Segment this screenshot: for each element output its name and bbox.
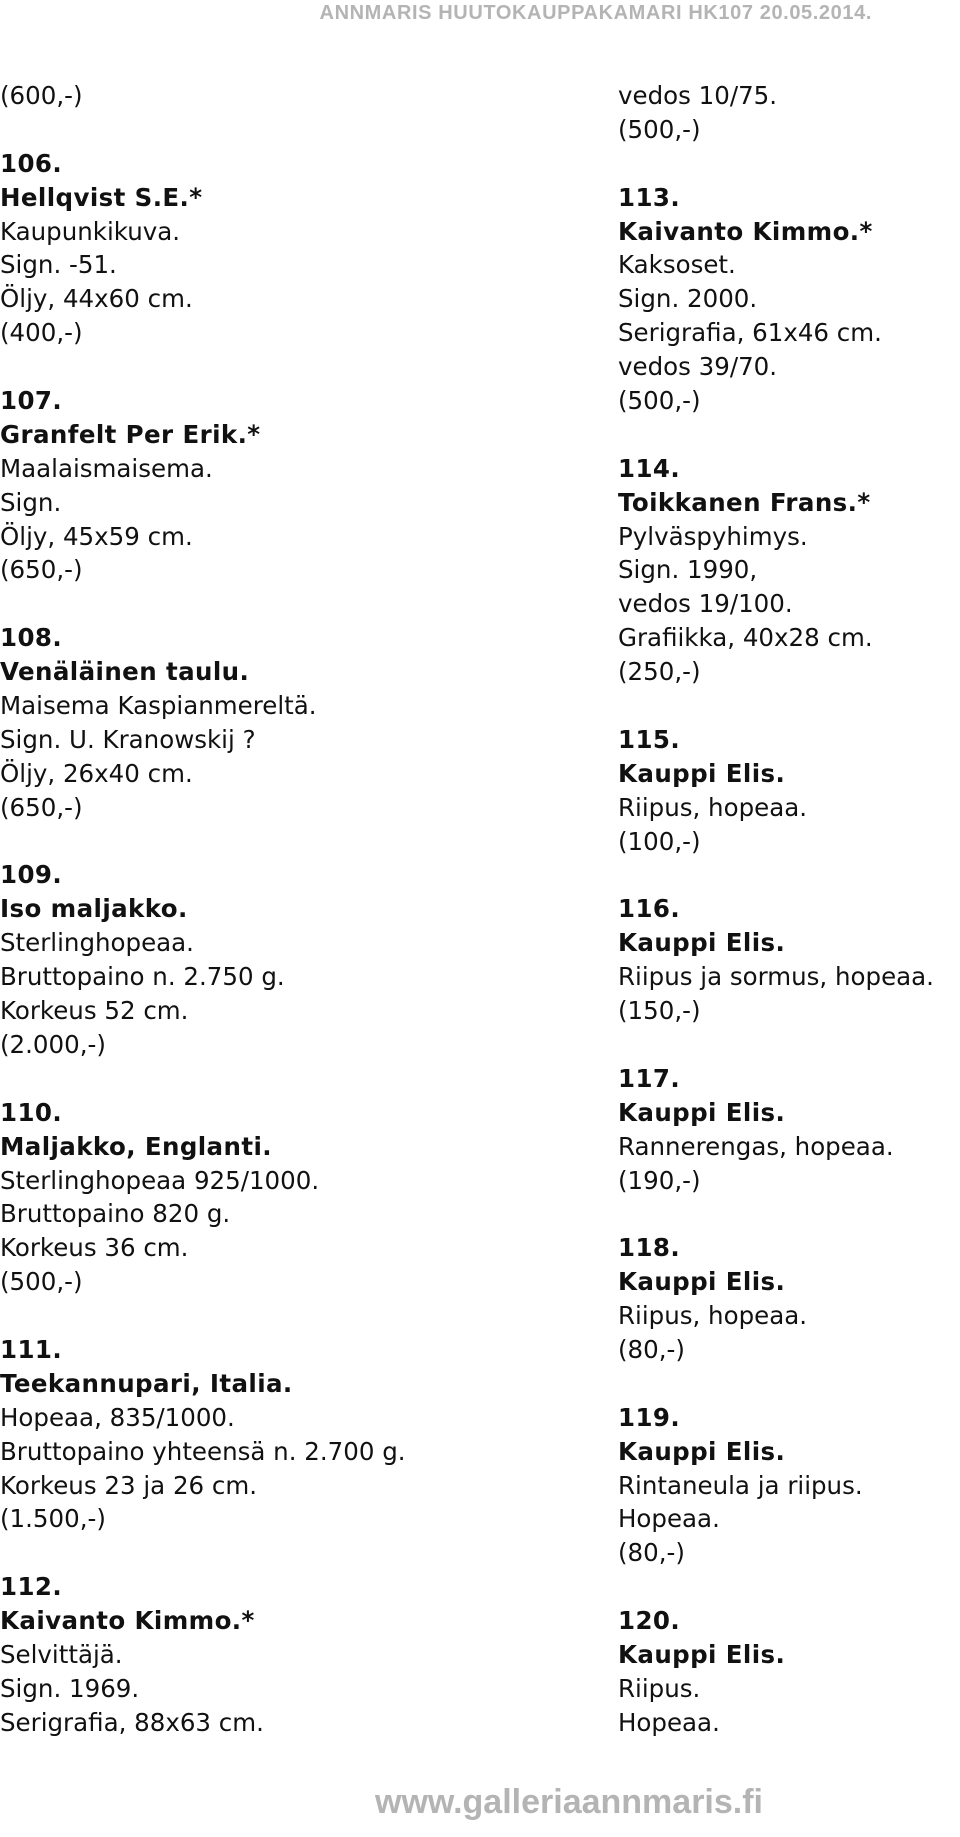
- lot-heading-line: Kauppi Elis.: [618, 1436, 786, 1466]
- lot-detail-line: [618, 1197, 960, 1231]
- lot-detail-line: Sign. -51.: [0, 250, 117, 280]
- lot-detail-line: [0, 825, 520, 859]
- lot-detail-line: Hopeaa, 835/1000.: [0, 1402, 235, 1432]
- lot-detail-line: Korkeus 52 cm.: [0, 996, 189, 1026]
- lot-detail-line: Bruttopaino n. 2.750 g.: [0, 962, 285, 992]
- lot-detail-line: [618, 1570, 960, 1604]
- lot-detail-line: [618, 147, 960, 181]
- lot-detail-line: Bruttopaino 820 g.: [0, 1199, 231, 1229]
- lot-heading-line: 107.: [0, 386, 63, 416]
- lot-heading-line: 117.: [618, 1063, 681, 1093]
- lot-detail-line: Grafiikka, 40x28 cm.: [618, 623, 873, 653]
- lot-detail-line: vedos 39/70.: [618, 352, 778, 382]
- lot-detail-line: (80,-): [618, 1334, 685, 1364]
- lot-detail-line: [0, 587, 520, 621]
- lot-detail-line: Riipus ja sormus, hopeaa.: [618, 962, 934, 992]
- lot-heading-line: Granfelt Per Erik.*: [0, 419, 261, 449]
- lot-detail-line: [618, 1367, 960, 1401]
- lot-detail-line: vedos 10/75.: [618, 81, 778, 110]
- lot-detail-line: Serigrafia, 61x46 cm.: [618, 318, 882, 348]
- lot-detail-line: Sign. 2000.: [618, 284, 758, 314]
- lot-detail-line: vedos 19/100.: [618, 589, 793, 619]
- lot-detail-line: (190,-): [618, 1165, 701, 1195]
- lot-heading-line: Kauppi Elis.: [618, 758, 786, 788]
- lot-detail-line: Korkeus 36 cm.: [0, 1233, 189, 1263]
- lot-heading-line: Venäläinen taulu.: [0, 657, 250, 687]
- lot-heading-line: Toikkanen Frans.*: [618, 487, 871, 517]
- lot-detail-line: Korkeus 23 ja 26 cm.: [0, 1470, 258, 1500]
- lot-heading-line: 108.: [0, 623, 63, 653]
- lot-heading-line: Maljakko, Englanti.: [0, 1131, 272, 1161]
- lot-detail-line: [618, 418, 960, 452]
- lot-heading-line: 116.: [618, 894, 681, 924]
- lot-heading-line: 120.: [618, 1606, 681, 1636]
- lot-detail-line: Hopeaa.: [618, 1504, 720, 1534]
- lot-heading-line: 118.: [618, 1233, 681, 1263]
- lot-detail-line: Sign. 1990,: [618, 555, 758, 585]
- lot-detail-line: Pylväspyhimys.: [618, 521, 808, 551]
- lot-heading-line: 110.: [0, 1097, 63, 1127]
- lot-detail-line: (1.500,-): [0, 1504, 106, 1534]
- lot-detail-line: Öljy, 26x40 cm.: [0, 758, 193, 788]
- lot-heading-line: Kauppi Elis.: [618, 1639, 786, 1669]
- lot-detail-line: Maalaismaisema.: [0, 453, 213, 483]
- lot-heading-line: Kauppi Elis.: [618, 928, 786, 958]
- lot-detail-line: Bruttopaino yhteensä n. 2.700 g.: [0, 1436, 406, 1466]
- lot-heading-line: 112.: [0, 1572, 63, 1602]
- lot-detail-line: (2.000,-): [0, 1029, 106, 1059]
- lot-detail-line: [0, 1536, 520, 1570]
- lot-heading-line: 111.: [0, 1334, 63, 1364]
- lot-detail-line: Öljy, 44x60 cm.: [0, 284, 193, 314]
- lot-detail-line: Riipus, hopeaa.: [618, 1301, 808, 1331]
- catalog-left-column: [0, 79, 520, 1740]
- catalog-right-column: [618, 79, 960, 1740]
- lot-heading-line: Kaivanto Kimmo.*: [618, 216, 873, 246]
- lot-detail-line: (650,-): [0, 555, 83, 585]
- lot-detail-line: Sterlinghopeaa.: [0, 928, 194, 958]
- lot-detail-line: [0, 1062, 520, 1096]
- lot-detail-line: (150,-): [618, 996, 701, 1026]
- lot-detail-line: Riipus.: [618, 1673, 701, 1703]
- lot-detail-line: (250,-): [618, 657, 701, 687]
- lot-detail-line: Hopeaa.: [618, 1707, 720, 1737]
- lot-heading-line: 115.: [618, 724, 681, 754]
- lot-detail-line: (500,-): [0, 1267, 83, 1297]
- lot-detail-line: Sterlinghopeaa 925/1000.: [0, 1165, 320, 1195]
- lot-detail-line: (500,-): [618, 114, 701, 144]
- footer-website: www.galleriaannmaris.fi: [375, 1783, 763, 1821]
- lot-detail-line: [0, 350, 520, 384]
- lot-detail-line: (100,-): [618, 826, 701, 856]
- lot-heading-line: 119.: [618, 1402, 681, 1432]
- lot-heading-line: Hellqvist S.E.*: [0, 182, 203, 212]
- lot-detail-line: Kaksoset.: [618, 250, 736, 280]
- lot-detail-line: (500,-): [618, 386, 701, 416]
- lot-heading-line: Teekannupari, Italia.: [0, 1368, 293, 1398]
- lot-heading-line: Iso maljakko.: [0, 894, 188, 924]
- lot-detail-line: [0, 1299, 520, 1333]
- lot-detail-line: [618, 858, 960, 892]
- lot-detail-line: Sign.: [0, 487, 62, 517]
- lot-detail-line: [0, 113, 520, 147]
- lot-detail-line: (80,-): [618, 1538, 685, 1568]
- lot-heading-line: Kauppi Elis.: [618, 1267, 786, 1297]
- lot-heading-line: 106.: [0, 148, 63, 178]
- lot-detail-line: [618, 689, 960, 723]
- lot-heading-line: 113.: [618, 182, 681, 212]
- lot-detail-line: Öljy, 45x59 cm.: [0, 521, 193, 551]
- lot-detail-line: Kaupunkikuva.: [0, 216, 181, 246]
- page-header: ANNMARIS HUUTOKAUPPAKAMARI HK107 20.05.2014.: [319, 2, 872, 24]
- lot-heading-line: Kauppi Elis.: [618, 1097, 786, 1127]
- lot-heading-line: Kaivanto Kimmo.*: [0, 1606, 255, 1636]
- lot-detail-line: Serigrafia, 88x63 cm.: [0, 1707, 264, 1737]
- lot-detail-line: (650,-): [0, 792, 83, 822]
- lot-detail-line: Rannerengas, hopeaa.: [618, 1131, 894, 1161]
- lot-heading-line: 109.: [0, 860, 63, 890]
- lot-detail-line: (400,-): [0, 318, 83, 348]
- lot-detail-line: Rintaneula ja riipus.: [618, 1470, 863, 1500]
- lot-detail-line: Sign. 1969.: [0, 1673, 140, 1703]
- lot-detail-line: Riipus, hopeaa.: [618, 792, 808, 822]
- lot-detail-line: Selvittäjä.: [0, 1639, 123, 1669]
- lot-detail-line: [618, 1028, 960, 1062]
- lot-detail-line: (600,-): [0, 81, 83, 110]
- lot-detail-line: Sign. U. Kranowskij ?: [0, 724, 256, 754]
- lot-detail-line: Maisema Kaspianmereltä.: [0, 691, 317, 721]
- lot-heading-line: 114.: [618, 453, 681, 483]
